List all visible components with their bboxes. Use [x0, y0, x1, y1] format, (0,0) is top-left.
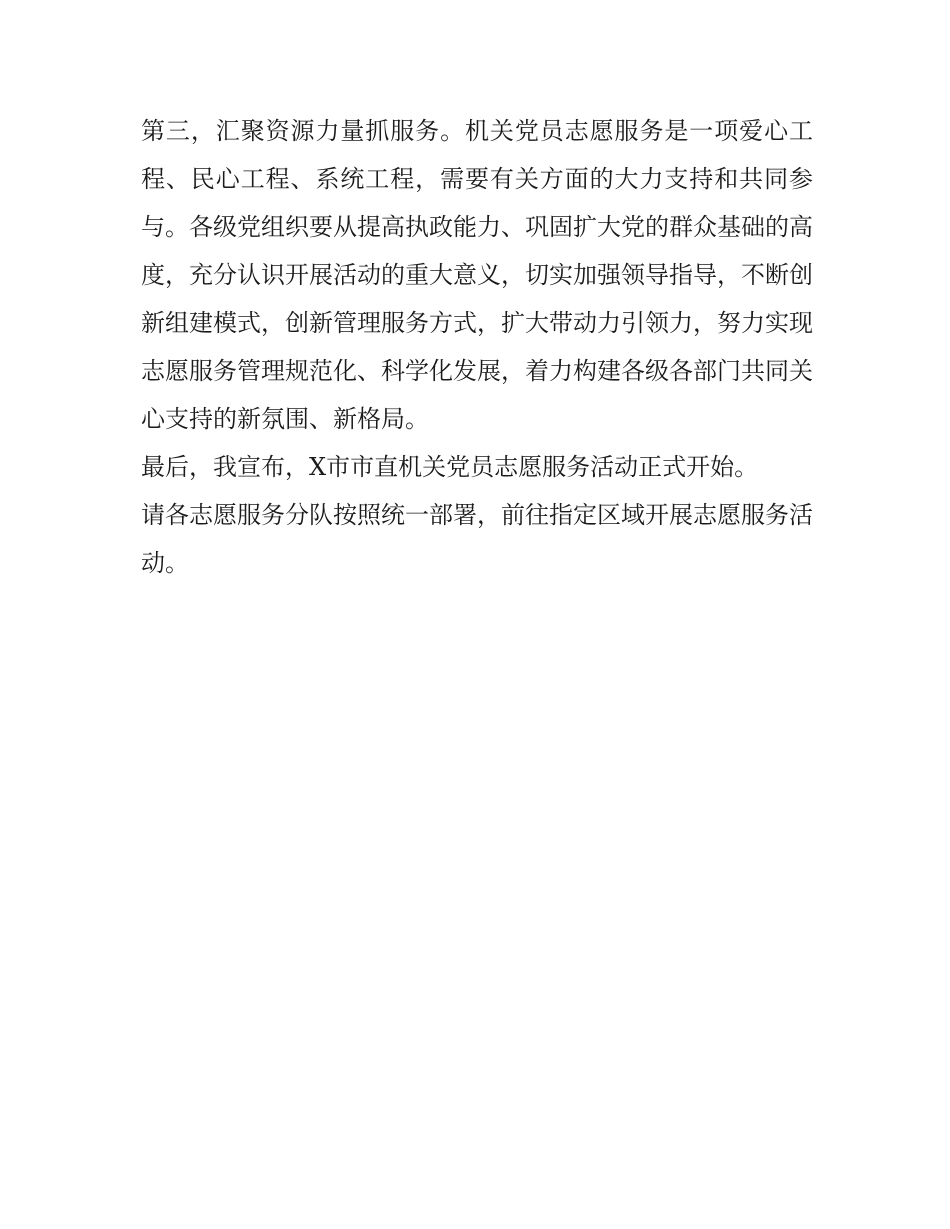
document-body	[141, 107, 813, 587]
paragraph-announcement: 最后，我宣布，X市市直机关党员志愿服务活动正式开始。	[141, 453, 759, 481]
paragraph-resources: 第三，汇聚资源力量抓服务。机关党员志愿服务是一项爱心工程、民心工程、系统工程，需要有关方面的大力支持和共同参与。各级党组织要从提高执政能力、巩固扩大党的群众基础的高度，充分认识开展活动的重大意义，切实加强领导指导，不断创新组建模式，创新管理服务方式，扩大带动力引领力，努力实现志愿服务管理规范化、科学化发展，着力构建各级各部门共同关心支持的新氛围、新格局。	[141, 117, 813, 433]
paragraph-instruction: 请各志愿服务分队按照统一部署，前往指定区域开展志愿服务活动。	[141, 501, 813, 577]
